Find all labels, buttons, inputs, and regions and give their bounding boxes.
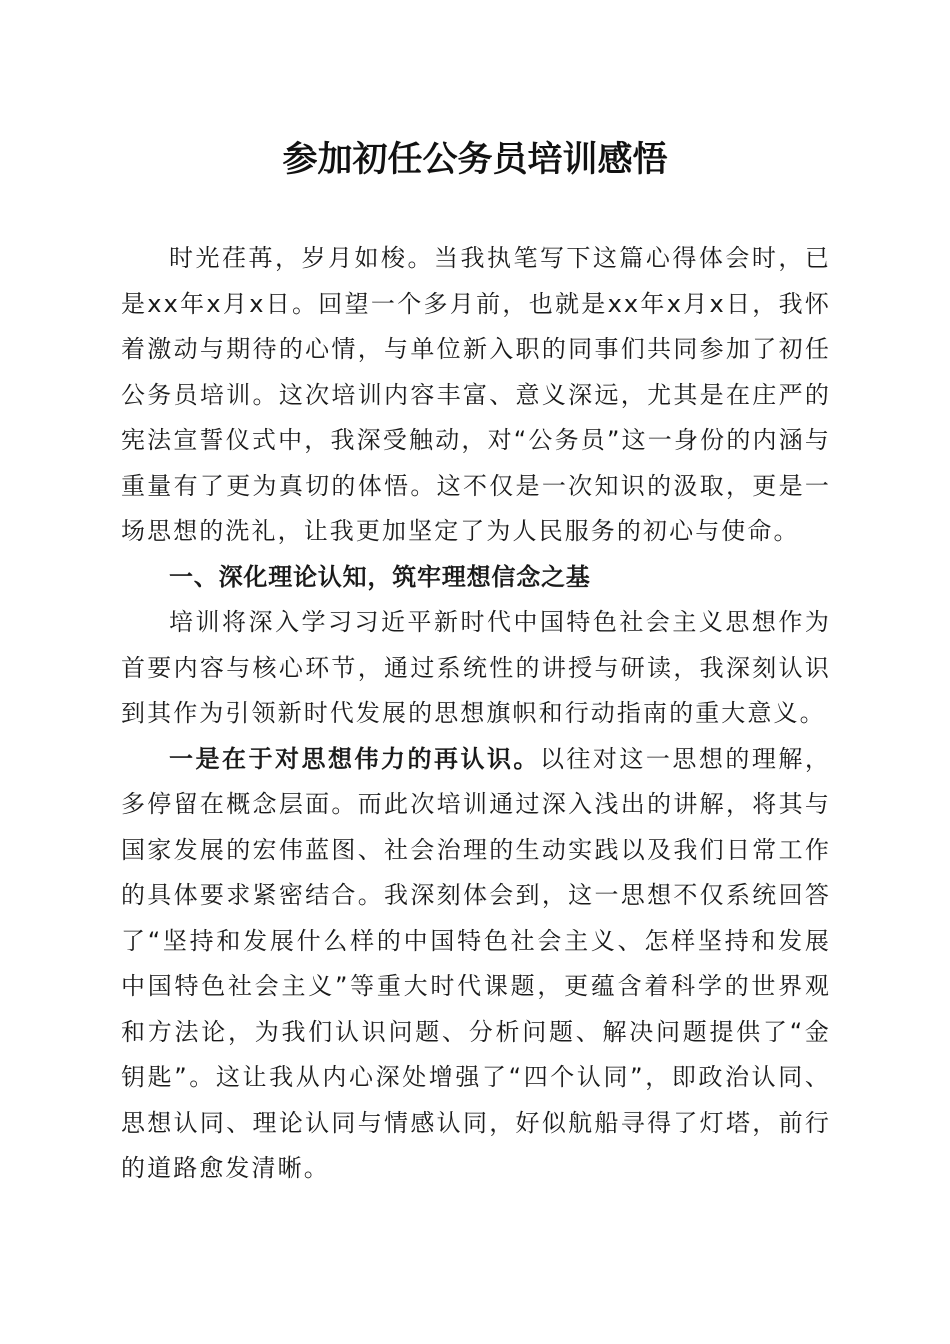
document-body bbox=[121, 236, 831, 1192]
point-lead: 一是在于对思想伟力的再认识。 bbox=[169, 744, 540, 773]
intro-paragraph: 时光荏苒，岁月如梭。当我执笔写下这篇心得体会时，已是xx年x月x日。回望一个多月前，也就是xx年x月x日，我怀着激动与期待的心情，与单位新入职的同事们共同参加了初任公务员培训。这次培训内容丰富、意义深远，尤其是在庄严的宪法宣誓仪式中，我深受触动，对“公务员”这一身份的内涵与重量有了更为真切的体悟。这不仅是一次知识的汲取，更是一场思想的洗礼，让我更加坚定了为人民服务的初心与使命。 bbox=[121, 244, 831, 545]
section-intro-paragraph: 培训将深入学习习近平新时代中国特色社会主义思想作为首要内容与核心环节，通过系统性的讲授与研读，我深刻认识到其作为引领新时代发展的思想旗帜和行动指南的重大意义。 bbox=[121, 608, 831, 727]
point-paragraph bbox=[121, 737, 831, 1192]
document-title: 参加初任公务员培训感悟 bbox=[282, 139, 668, 180]
point-body: 以往对这一思想的理解，多停留在概念层面。而此次培训通过深入浅出的讲解，将其与国家发展的宏伟蓝图、社会治理的生动实践以及我们日常工作的具体要求紧密结合。我深刻体会到，这一思想不仅系统回答了“坚持和发展什么样的中国特色社会主义、怎样坚持和发展中国特色社会主义”等重大时代课题，更蕴含着科学的世界观和方法论，为我们认识问题、分析问题、解决问题提供了“金钥匙”。这让我从内心深处增强了“四个认同”，即政治认同、思想认同、理论认同与情感认同，好似航船寻得了灯塔，前行的道路愈发清晰。 bbox=[121, 744, 831, 1182]
section-heading: 一、深化理论认知，筑牢理想信念之基 bbox=[169, 562, 591, 591]
